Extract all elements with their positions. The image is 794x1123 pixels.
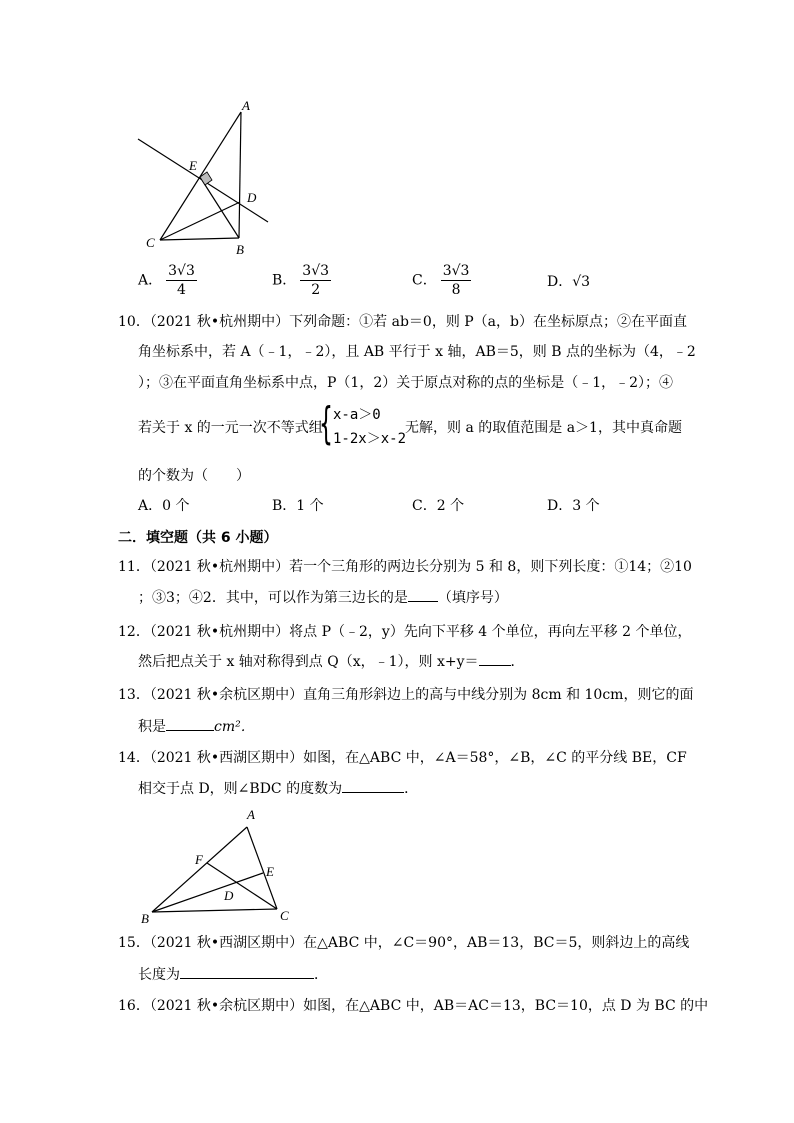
fig1-label-b: B [236,242,244,257]
q12-line-2: 然后把点关于 x 轴对称得到点 Q（x，﹣1），则 x+y＝ ． [138,654,525,670]
q10-option-a[interactable]: A．0 个 [138,498,190,514]
fig2-label-d: D [224,888,234,903]
q13-answer-blank[interactable] [166,730,214,731]
fig1-label-a: A [242,98,250,113]
q15-line-1: 15．（2021 秋•西湖区期中）在△ABC 中，∠C＝90°，AB＝13，BC＝5，则斜边上的高线 [118,935,690,951]
q10-system-line-1: x-a＞0 [333,407,381,423]
fig2-label-c: C [280,908,289,923]
q10-option-d[interactable]: D．3 个 [547,498,600,514]
fig1-label-e: E [189,158,197,173]
q10-option-c[interactable]: C．2 个 [412,498,465,514]
q14-line-2: 相交于点 D，则∠BDC 的度数为 ． [138,781,419,797]
fig2-label-a: A [247,807,255,822]
q10-system-line-2: 1-2x＞x-2 [333,431,407,447]
q10-line-3: ）；③在平面直角坐标系中点，P（1，2）关于原点对称的点的坐标是（﹣1，﹣2）；④ [138,375,674,391]
fig1-label-d: D [247,190,257,205]
q10-line-4-post: 无解，则 a 的取值范围是 a＞1，其中真命题 [405,420,682,436]
q15-line-2: 长度为 ． [138,967,328,983]
q9-option-a[interactable]: A． $\frac{3√3}{4}$ [138,263,195,298]
q16-line-1: 16．（2021 秋•余杭区期中）如图，在△ABC 中，AB＝AC＝13，BC＝10，点 D 为 BC 的中 [118,998,709,1014]
section-2-heading: 二．填空题（共 6 小题） [118,530,278,546]
q10-system-brace: { [319,398,333,449]
figure-1-triangle [130,95,280,260]
figure-2-triangle [135,805,295,925]
fig1-label-c: C [146,235,155,250]
q13-line-1: 13．（2021 秋•余杭区期中）直角三角形斜边上的高与中线分别为 8cm 和 10cm，则它的面 [118,687,694,703]
q10-option-b[interactable]: B．1 个 [272,498,324,514]
q10-line-4-pre: 若关于 x 的一元一次不等式组 [138,420,323,436]
fig2-label-e: E [266,864,274,879]
q12-line-1: 12．（2021 秋•杭州期中）将点 P（﹣2，y）先向下平移 4 个单位，再向左平移 2 个单位， [118,624,692,640]
q13-line-2: 积是 cm²． [138,719,255,735]
q9-option-c[interactable]: C． $\frac{3√3}{8}$ [412,263,470,298]
q14-line-1: 14．（2021 秋•西湖区期中）如图，在△ABC 中，∠A＝58°，∠B，∠C 的平分线 BE，CF [118,750,687,766]
fig2-label-b: B [141,911,149,925]
fig2-label-f: F [195,852,203,867]
q10-line-2: 角坐标系中，若 A（﹣1，﹣2），且 AB 平行于 x 轴，AB＝5，则 B 点的坐标为（4，﹣2 [138,344,696,360]
q9-option-d[interactable]: D．√3 [547,274,591,290]
q11-line-2: ；③3；④2．其中，可以作为第三边长的是 （填序号） [138,590,508,606]
q10-line-5: 的个数为（ ） [138,468,250,484]
q9-option-b[interactable]: B． $\frac{3√3}{2}$ [272,263,330,298]
q14-answer-blank[interactable] [342,792,404,793]
q15-answer-blank[interactable] [180,978,314,979]
q11-line-1: 11．（2021 秋•杭州期中）若一个三角形的两边长分别为 5 和 8，则下列长度：①14；②10 [118,559,692,575]
q10-line-1: 10．（2021 秋•杭州期中）下列命题：①若 ab＝0，则 P（a，b）在坐标原点；②在平面直 [118,314,687,330]
q11-answer-blank[interactable] [408,601,438,602]
q12-answer-blank[interactable] [479,665,511,666]
